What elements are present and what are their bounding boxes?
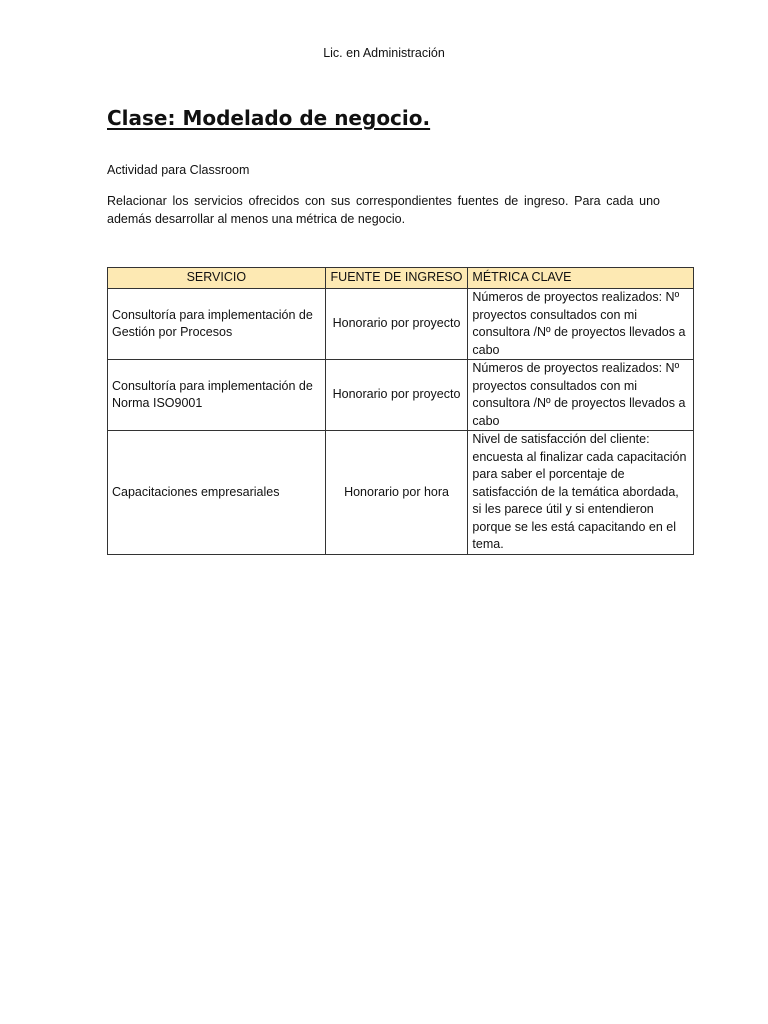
cell-servicio: Consultoría para implementación de Gestión por Procesos — [108, 289, 326, 360]
services-table — [107, 267, 694, 555]
activity-subtitle: Actividad para Classroom — [107, 163, 250, 177]
column-header-metrica: MÉTRICA CLAVE — [468, 268, 694, 289]
cell-metrica: Números de proyectos realizados: Nº proyectos consultados con mi consultora /Nº de proyectos llevados a cabo — [468, 360, 694, 431]
cell-metrica: Números de proyectos realizados: Nº proyectos consultados con mi consultora /Nº de proyectos llevados a cabo — [468, 289, 694, 360]
table-header-row — [108, 268, 694, 289]
table-row — [108, 360, 694, 431]
table-row — [108, 289, 694, 360]
cell-servicio: Capacitaciones empresariales — [108, 431, 326, 555]
cell-fuente: Honorario por proyecto — [325, 360, 468, 431]
cell-metrica: Nivel de satisfacción del cliente: encuesta al finalizar cada capacitación para saber el porcentaje de satisfacción de la temática abordada, si les parece útil y si entendieron porque se les está capacitando en el tema. — [468, 431, 694, 555]
page-title: Clase: Modelado de negocio. — [107, 106, 431, 130]
cell-fuente: Honorario por hora — [325, 431, 468, 555]
column-header-servicio: SERVICIO — [108, 268, 326, 289]
column-header-fuente: FUENTE DE INGRESO — [325, 268, 468, 289]
cell-fuente: Honorario por proyecto — [325, 289, 468, 360]
instructions-paragraph: Relacionar los servicios ofrecidos con sus correspondientes fuentes de ingreso. Para cada uno además desarrollar al menos una métrica de negocio. — [107, 194, 660, 226]
page-header: Lic. en Administración — [323, 46, 445, 60]
cell-servicio: Consultoría para implementación de Norma ISO9001 — [108, 360, 326, 431]
table-row — [108, 431, 694, 555]
